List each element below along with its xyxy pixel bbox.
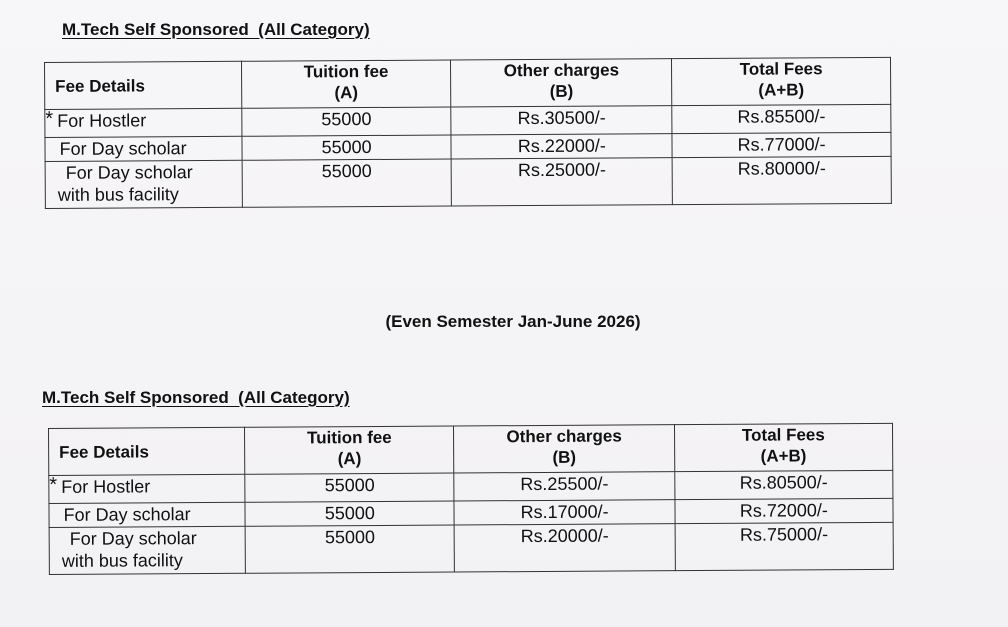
row-label-text: For Hostler [57,110,147,131]
total-fees-value: Rs.80500/- [674,470,892,499]
table-header-row [49,423,893,475]
header-other-sub: (B) [552,447,577,467]
header-total [674,423,893,471]
row-label [45,136,242,161]
header-other-sub: (B) [549,81,574,101]
total-fees-value: Rs.85500/- [672,104,891,133]
row-label-text: For Day scholar [65,162,193,183]
row-label-text: For Day scholar [63,504,191,525]
header-total-sub: (A+B) [760,446,807,466]
tuition-value: 55000 [242,159,452,207]
row-label [45,108,242,137]
header-other-label: Other charges [503,60,620,81]
other-charges-value: Rs.17000/- [454,500,674,525]
section-heading-2: M.Tech Self Sponsored (All Category) [42,388,350,407]
other-charges-value: Rs.20000/- [455,524,676,572]
tuition-value: 55000 [245,501,454,526]
header-other [451,59,672,107]
header-tuition [241,60,451,108]
section-heading-1: M.Tech Self Sponsored (All Category) [62,20,370,39]
other-charges-value: Rs.25000/- [452,158,673,206]
other-charges-value: Rs.30500/- [451,106,672,135]
table-row [49,522,893,574]
row-label [45,160,242,208]
header-tuition [245,426,455,474]
total-fees-value: Rs.72000/- [675,498,893,523]
header-other-label: Other charges [506,426,622,447]
header-tuition-label: Tuition fee [303,61,389,82]
header-fee-details: Fee Details [45,61,242,109]
tuition-value: 55000 [245,525,455,573]
total-fees-value: Rs.75000/- [675,522,894,570]
table-row [45,156,891,208]
header-other [454,425,675,473]
header-tuition-sub: (A) [337,449,362,469]
tuition-value: 55000 [242,135,452,160]
header-tuition-sub: (A) [334,83,359,103]
table-header-row [45,57,891,109]
total-fees-value: Rs.80000/- [672,156,891,204]
tuition-value: 55000 [241,107,451,136]
row-label-text: For Day scholar [69,528,197,549]
row-label [49,474,245,503]
header-total-sub: (A+B) [758,80,805,100]
other-charges-value: Rs.25500/- [454,472,674,501]
header-total-label: Total Fees [739,59,823,79]
fee-table-2 [48,423,894,575]
asterisk-mark: * [49,473,58,496]
header-fee-details: Fee Details [49,427,246,475]
semester-title: (Even Semester Jan-June 2026) [385,312,641,331]
total-fees-value: Rs.77000/- [672,132,891,157]
fee-table-1 [44,57,892,209]
row-label [49,502,245,527]
tuition-value: 55000 [245,473,454,502]
row-label-text-2: with bus facility [61,550,183,571]
row-label [49,526,246,574]
header-tuition-label: Tuition fee [306,427,392,448]
row-label-text-2: with bus facility [57,184,179,205]
header-total [672,57,891,105]
other-charges-value: Rs.22000/- [451,134,672,159]
row-label-text: For Day scholar [59,138,187,159]
header-total-label: Total Fees [741,425,825,445]
row-label-text: For Hostler [61,476,151,497]
asterisk-mark: * [45,107,54,130]
